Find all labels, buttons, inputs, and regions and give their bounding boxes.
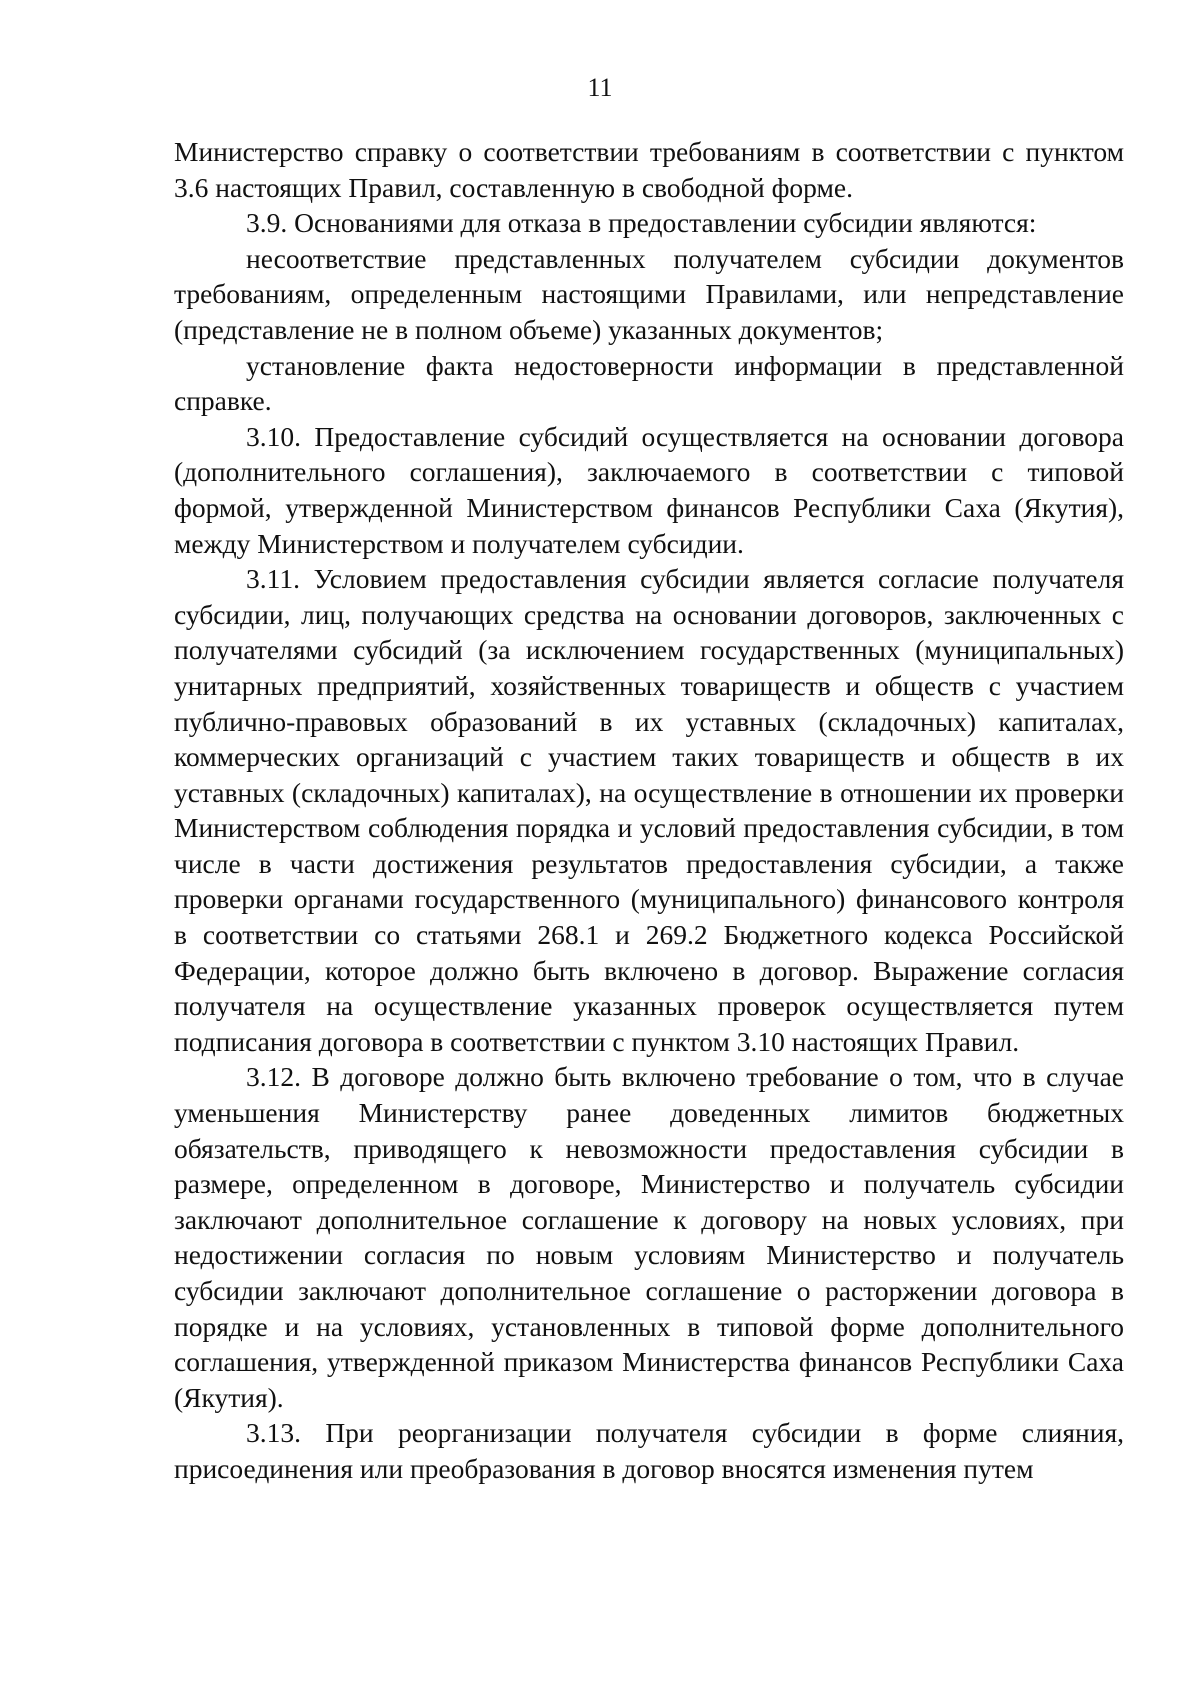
paragraph-3-9-item-1: несоответствие представленных получателем субсидии документов требованиям, определенным настоящими Правилами, или непредставление (представление не в полном объеме) указанных документов; xyxy=(174,242,1124,345)
paragraph-3-12: 3.12. В договоре должно быть включено требование о том, что в случае уменьшения Министерству ранее доведенных лимитов бюджетных обязательств, приводящего к невозможности предоставления субсидии в размере, определенном в договоре, Министерство и получатель субсидии заключают дополнительное соглашение к договору на новых условиях, при недостижении согласия по новым условиям Министерство и получатель субсидии заключают дополнительное соглашение о расторжении договора в порядке и на условиях, установленных в типовой форме дополнительного соглашения, утвержденной приказом Министерства финансов Республики Саха (Якутия). xyxy=(174,1061,1124,1413)
page-number: 11 xyxy=(587,73,613,102)
paragraph-3-13: 3.13. При реорганизации получателя субсидии в форме слияния, присоединения или преобразования в договор вносятся изменения путем xyxy=(174,1417,1124,1484)
paragraph-3-9: 3.9. Основаниями для отказа в предоставлении субсидии являются: xyxy=(246,207,1037,239)
paragraph-continuation: Министерство справку о соответствии требованиям в соответствии с пунктом 3.6 настоящих Правил, составленную в свободной форме. xyxy=(174,136,1124,203)
paragraph-3-10: 3.10. Предоставление субсидий осуществляется на основании договора (дополнительного соглашения), заключаемого в соответствии с типовой формой, утвержденной Министерством финансов Республики Саха (Якутия), между Министерством и получателем субсидии. xyxy=(174,420,1124,559)
document-body xyxy=(174,134,1124,1487)
paragraph-3-9-item-2: установление факта недостоверности информации в представленной справке. xyxy=(174,349,1124,417)
paragraph-3-11: 3.11. Условием предоставления субсидии является согласие получателя субсидии, лиц, получающих средства на основании договоров, заключенных с получателями субсидий (за исключением государственных (муниципальных) унитарных предприятий, хозяйственных товариществ и обществ с участием публично-правовых образований в их уставных (складочных) капиталах, коммерческих организаций с участием таких товариществ и обществ в их уставных (складочных) капиталах), на осуществление в отношении их проверки Министерством соблюдения порядка и условий предоставления субсидии, в том числе в части достижения результатов предоставления субсидии, а также проверки органами государственного (муниципального) финансового контроля в соответствии со статьями 268.1 и 269.2 Бюджетного кодекса Российской Федерации, которое должно быть включено в договор. Выражение согласия получателя на осуществление указанных проверок осуществляется путем подписания договора в соответствии с пунктом 3.10 настоящих Правил. xyxy=(174,563,1124,1057)
